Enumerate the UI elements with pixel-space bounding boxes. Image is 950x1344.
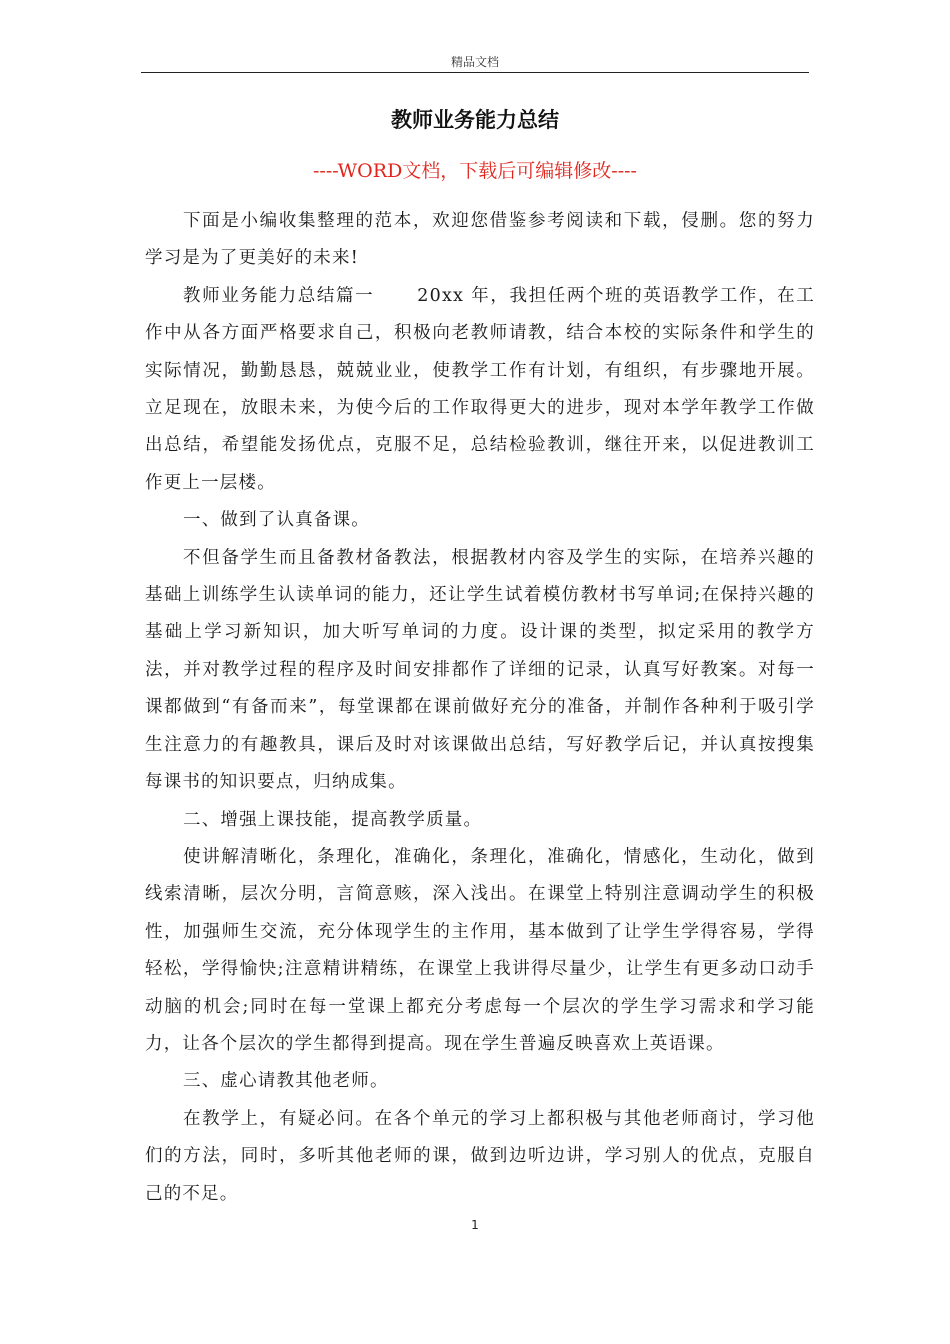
intro-paragraph: 下面是小编收集整理的范本，欢迎您借鉴参考阅读和下载，侵删。您的努力学习是为了更美好的未来! bbox=[145, 211, 815, 269]
header-divider bbox=[141, 72, 809, 73]
document-title: 教师业务能力总结 bbox=[391, 108, 559, 132]
page-header-label: 精品文档 bbox=[450, 55, 499, 69]
section-body-3: 在教学上，有疑必问。在各个单元的学习上都积极与其他老师商讨，学习他们的方法，同时，多听其他老师的课，做到边听边讲，学习别人的优点，克服自己的不足。 bbox=[145, 1108, 815, 1204]
section-heading-2: 二、增强上课技能，提高教学质量。 bbox=[183, 809, 483, 830]
section-body-1: 不但备学生而且备教材备教法，根据教材内容及学生的实际，在培养兴趣的基础上训练学生认读单词的能力，还让学生试着模仿教材书写单词;在保持兴趣的基础上学习新知识，加大听写单词的力度。设计课的类型，拟定采用的教学方法，并对教学过程的程序及时间安排都作了详细的记录，认真写好教案。对每一课都做到“有备而来”，每堂课都在课前做好充分的准备，并制作各种利于吸引学生注意力的有趣教具，课后及时对该课做出总结，写好教学后记，并认真按搜集每课书的知识要点，归纳成集。 bbox=[145, 547, 815, 793]
section-heading-1: 一、做到了认真备课。 bbox=[183, 510, 370, 531]
document-body bbox=[145, 203, 815, 1213]
page-number: 1 bbox=[471, 1218, 479, 1232]
document-subtitle: ----WORD文档，下载后可编辑修改---- bbox=[313, 160, 637, 182]
opening-paragraph: 教师业务能力总结篇一 20xx 年，我担任两个班的英语教学工作，在工作中从各方面严格要求自己，积极向老教师请教，结合本校的实际条件和学生的实际情况，勤勤恳恳，兢兢业业，使教学工作有计划，有组织，有步骤地开展。立足现在，放眼未来，为使今后的工作取得更大的进步，现对本学年教学工作做出总结，希望能发扬优点，克服不足，总结检验教训，继往开来，以促进教训工作更上一层楼。 bbox=[145, 285, 815, 493]
section-body-2: 使讲解清晰化，条理化，准确化，条理化，准确化，情感化，生动化，做到线索清晰，层次分明，言简意赅，深入浅出。在课堂上特别注意调动学生的积极性，加强师生交流，充分体现学生的主作用，基本做到了让学生学得容易，学得轻松，学得愉快;注意精讲精练，在课堂上我讲得尽量少，让学生有更多动口动手动脑的机会;同时在每一堂课上都充分考虑每一个层次的学生学习需求和学习能力，让各个层次的学生都得到提高。现在学生普遍反映喜欢上英语课。 bbox=[145, 846, 815, 1054]
section-heading-3: 三、虚心请教其他老师。 bbox=[183, 1071, 389, 1092]
